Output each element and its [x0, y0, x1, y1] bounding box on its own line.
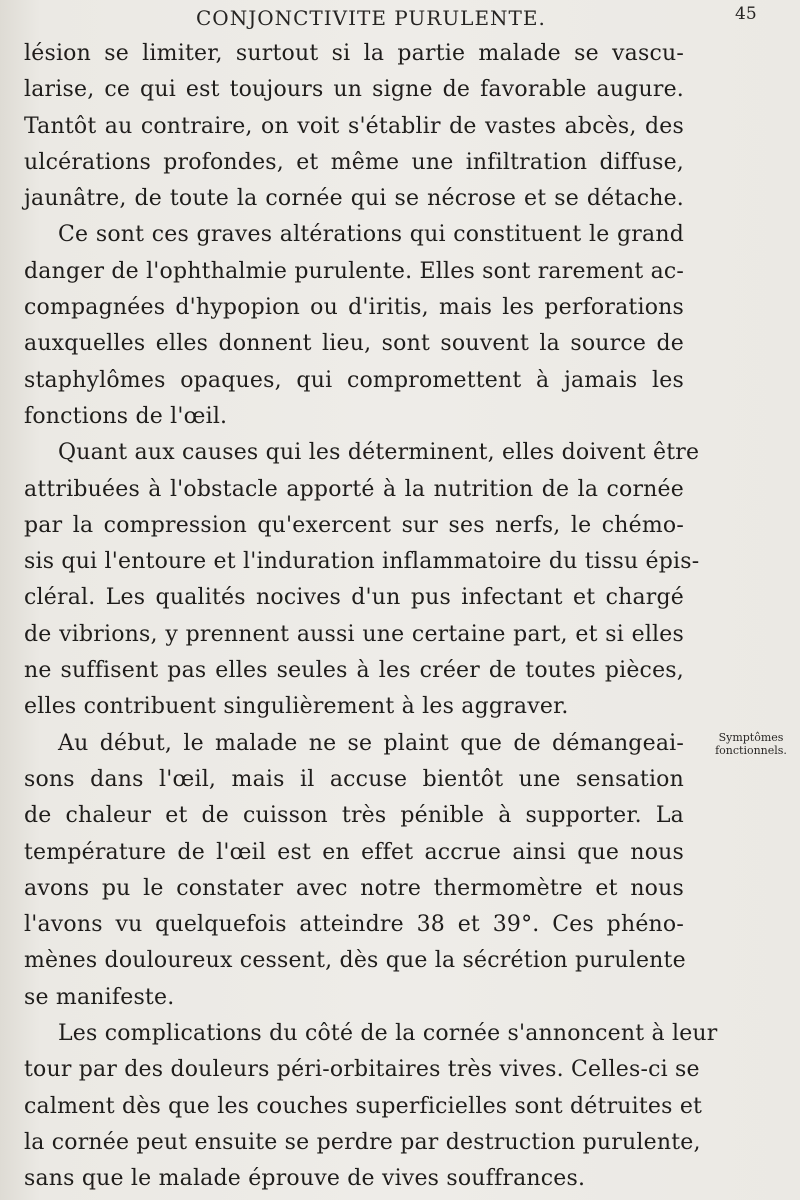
text-line: lésion se limiter, surtout si la partie malade se vascu- [24, 41, 684, 66]
text-line: sis qui l'entoure et l'induration inflammatoire du tissu épis- [24, 549, 700, 575]
text-line: staphylômes opaques, qui compromettent à jamais les [24, 367, 684, 393]
text-line: mènes douloureux cessent, dès que la sécrétion purulente [24, 948, 686, 974]
text-line: de vibrions, y prennent aussi une certaine part, et si elles [24, 621, 684, 647]
text-line: compagnées d'hypopion ou d'iritis, mais les perforations [24, 295, 684, 321]
text-line: sons dans l'œil, mais il accuse bientôt une sensation [24, 766, 684, 792]
text-line: fonctions de l'œil. [24, 403, 228, 429]
text-line: Les complications du côté de la cornée s'annoncent à leur [58, 1021, 718, 1047]
text-line: elles contribuent singulièrement à les aggraver. [24, 694, 569, 720]
text-line: de chaleur et de cuisson très pénible à supporter. La [24, 803, 684, 829]
text-line: l'avons vu quelquefois atteindre 38 et 39°. Ces phéno- [24, 912, 684, 938]
margin-note-line: fonctionnels. [715, 744, 787, 757]
text-line: auxquelles elles donnent lieu, sont souvent la source de [24, 331, 684, 357]
running-head [0, 4, 800, 40]
text-line: jaunâtre, de toute la cornée qui se nécrose et se détache. [24, 186, 684, 212]
text-line: calment dès que les couches superficielles sont détruites et [24, 1093, 703, 1119]
page-number: 45 [735, 4, 757, 24]
margin-note-line: Symptômes [718, 731, 784, 744]
text-line: attribuées à l'obstacle apporté à la nutrition de la cornée [24, 476, 684, 502]
margin-note [706, 731, 796, 757]
text-line: Ce sont ces graves altérations qui constituent le grand [58, 222, 684, 248]
running-title: CONJONCTIVITE PURULENTE. [196, 6, 546, 30]
text-line: se manifeste. [24, 984, 175, 1010]
text-line: sans que le malade éprouve de vives souffrances. [24, 1166, 586, 1192]
text-line: Quant aux causes qui les déterminent, elles doivent être [58, 440, 700, 466]
text-line: tour par des douleurs péri-orbitaires très vives. Celles-ci se [24, 1057, 700, 1083]
text-line: danger de l'ophthalmie purulente. Elles sont rarement ac- [24, 258, 685, 284]
text-line: température de l'œil est en effet accrue ainsi que nous [24, 839, 684, 865]
text-line: la cornée peut ensuite se perdre par destruction purulente, [24, 1129, 701, 1155]
body-text [24, 36, 718, 1198]
text-line: Tantôt au contraire, on voit s'établir de vastes abcès, des [24, 113, 684, 139]
text-line: avons pu le constater avec notre thermomètre et nous [24, 875, 684, 901]
text-line: cléral. Les qualités nocives d'un pus infectant et chargé [24, 585, 684, 611]
text-line: par la compression qu'exercent sur ses nerfs, le chémo- [24, 512, 684, 538]
text-line: ne suffisent pas elles seules à les créer de toutes pièces, [24, 658, 684, 684]
text-line: Au début, le malade ne se plaint que de démangeai- [58, 730, 684, 756]
text-line: larise, ce qui est toujours un signe de favorable augure. [24, 77, 684, 103]
text-line: ulcérations profondes, et même une infiltration diffuse, [24, 149, 684, 175]
